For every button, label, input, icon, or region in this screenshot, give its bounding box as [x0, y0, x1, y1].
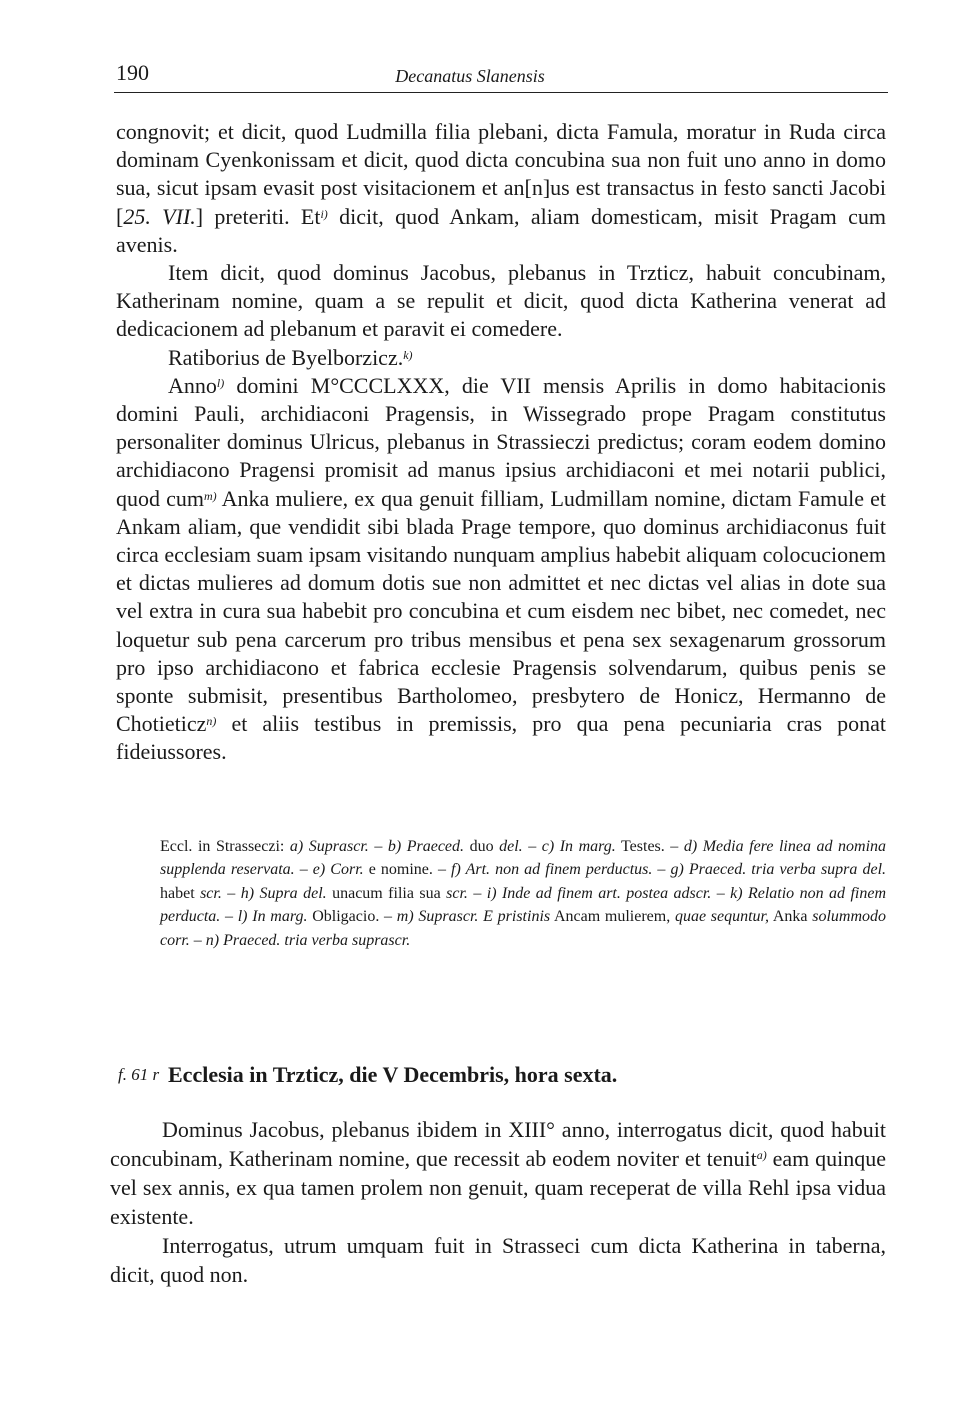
paragraph-1: congnovit; et dicit, quod Ludmilla filia plebani, dicta Famula, moratur in Ruda circa dominam Cyenkonissam et dicit, quod dicta concubina sua non fuit uno anno in domo sua, sicut ipsam evasit post visitacionem et an[n]us est transactus in festo sancti Jacobi [25. VII.] preteriti. Et$^{i)}$ dicit, quod Ankam, aliam domesticam, misit Pragam cum avenis.	[116, 119, 886, 257]
section-paragraph-2: Interrogatus, utrum umquam fuit in Strasseci cum dicta Katherina in taberna, dicit, quod non.	[110, 1233, 886, 1287]
footnote-ref: i)	[320, 206, 328, 221]
footnote-ref: k)	[403, 347, 413, 362]
paragraph-4: Anno$^{l)}$ domini M°CCCLXXX, die VII mensis Aprilis in domo habitacionis domini Pauli, archidiaconi Pragensis, in Wissegrado prope Pragam constitutus personaliter dominus Ulricus, plebanus in Strassieczi predictus; coram eodem domino archidiacono Pragensi promisit ad manus ipsius archidiaconi et mei notarii publici, quod cum$^{m)}$ Anka muliere, ex qua genuit filliam, Ludmillam nomine, dictam Famule et Ankam aliam, que vendidit sibi blada Prage tempore, quo dominus archidiaconus fuit circa ecclesiam suam ipsam visitando nunquam amplius habebit aliquam colocucionem et dictas mulieres ad domum dotis sue non admittet et nec dictas vel alias in dote sua vel extra in cura sua habebit pro concubina et cum eisdem nec bibet, nec comedet, nec loquetur sub pena carcerum pro tribus mensibus et pena sex sexagenarum grossorum pro ipso archidiacono et fabrica ecclesie Pragensis solvendarum, quibus penis se sponte submisit, presentibus Bartholomeo, presbytero de Honicz, Hermanno de Chotieticz$^{n)}$ et aliis testibus in premissis, pro qua pena pecuniaria cras ponat fideiussores.	[116, 372, 886, 765]
running-title: Decanatus Slanensis	[395, 66, 545, 86]
footnotes: Eccl. in Strasseczi: a) Suprascr. – b) Praeced. duo del. – c) In marg. Testes. – d) Media fere linea ad nomina supplenda reservata. – e) Corr. e nomine. – f) Art. non ad finem perductus. – g) Praeced. tria verba supra del. habet scr. – h) Supra del. unacum filia sua scr. – i) Inde ad finem art. postea adscr. – k) Relatio non ad finem perducta. – l) In marg. Obligacio. – m) Suprascr. E pristinis Ancam mulierem, quae sequntur, Anka solummodo corr. – n) Praeced. tria verba suprascr.	[160, 838, 887, 949]
paragraph-3: Ratiborius de Byelborzicz.$^{k)}$	[168, 344, 413, 370]
section-heading: Ecclesia in Trzticz, die V Decembris, hora sexta.	[168, 1062, 618, 1087]
footnote-ref: a)	[756, 1148, 767, 1162]
section-paragraph-1: Dominus Jacobus, plebanus ibidem in XIII° anno, interrogatus dicit, quod habuit concubinam, Katherinam nomine, que recessit ab eodem noviter et tenuit$^{a)}$ eam quinque vel sex annis, ex qua tamen prolem non genuit, quam receperat de villa Rehl ipsa vidua existente.	[110, 1117, 886, 1229]
section-text	[110, 1115, 886, 1289]
page-number: 190	[116, 60, 149, 85]
folio-margin-note: f. 61 r	[118, 1065, 160, 1084]
paragraph-2: Item dicit, quod dominus Jacobus, plebanus in Trzticz, habuit concubinam, Katherinam nomine, quam a se repulit et dicit, quod dicta Katherina venerat ad dedicacionem ad plebanum et paravit ei comedere.	[116, 260, 886, 342]
footnote-ref: n)	[206, 714, 217, 729]
main-text	[116, 118, 886, 767]
header-rule	[114, 92, 888, 93]
footnote-ref: m)	[204, 488, 217, 503]
footnote-ref: l)	[216, 375, 225, 390]
